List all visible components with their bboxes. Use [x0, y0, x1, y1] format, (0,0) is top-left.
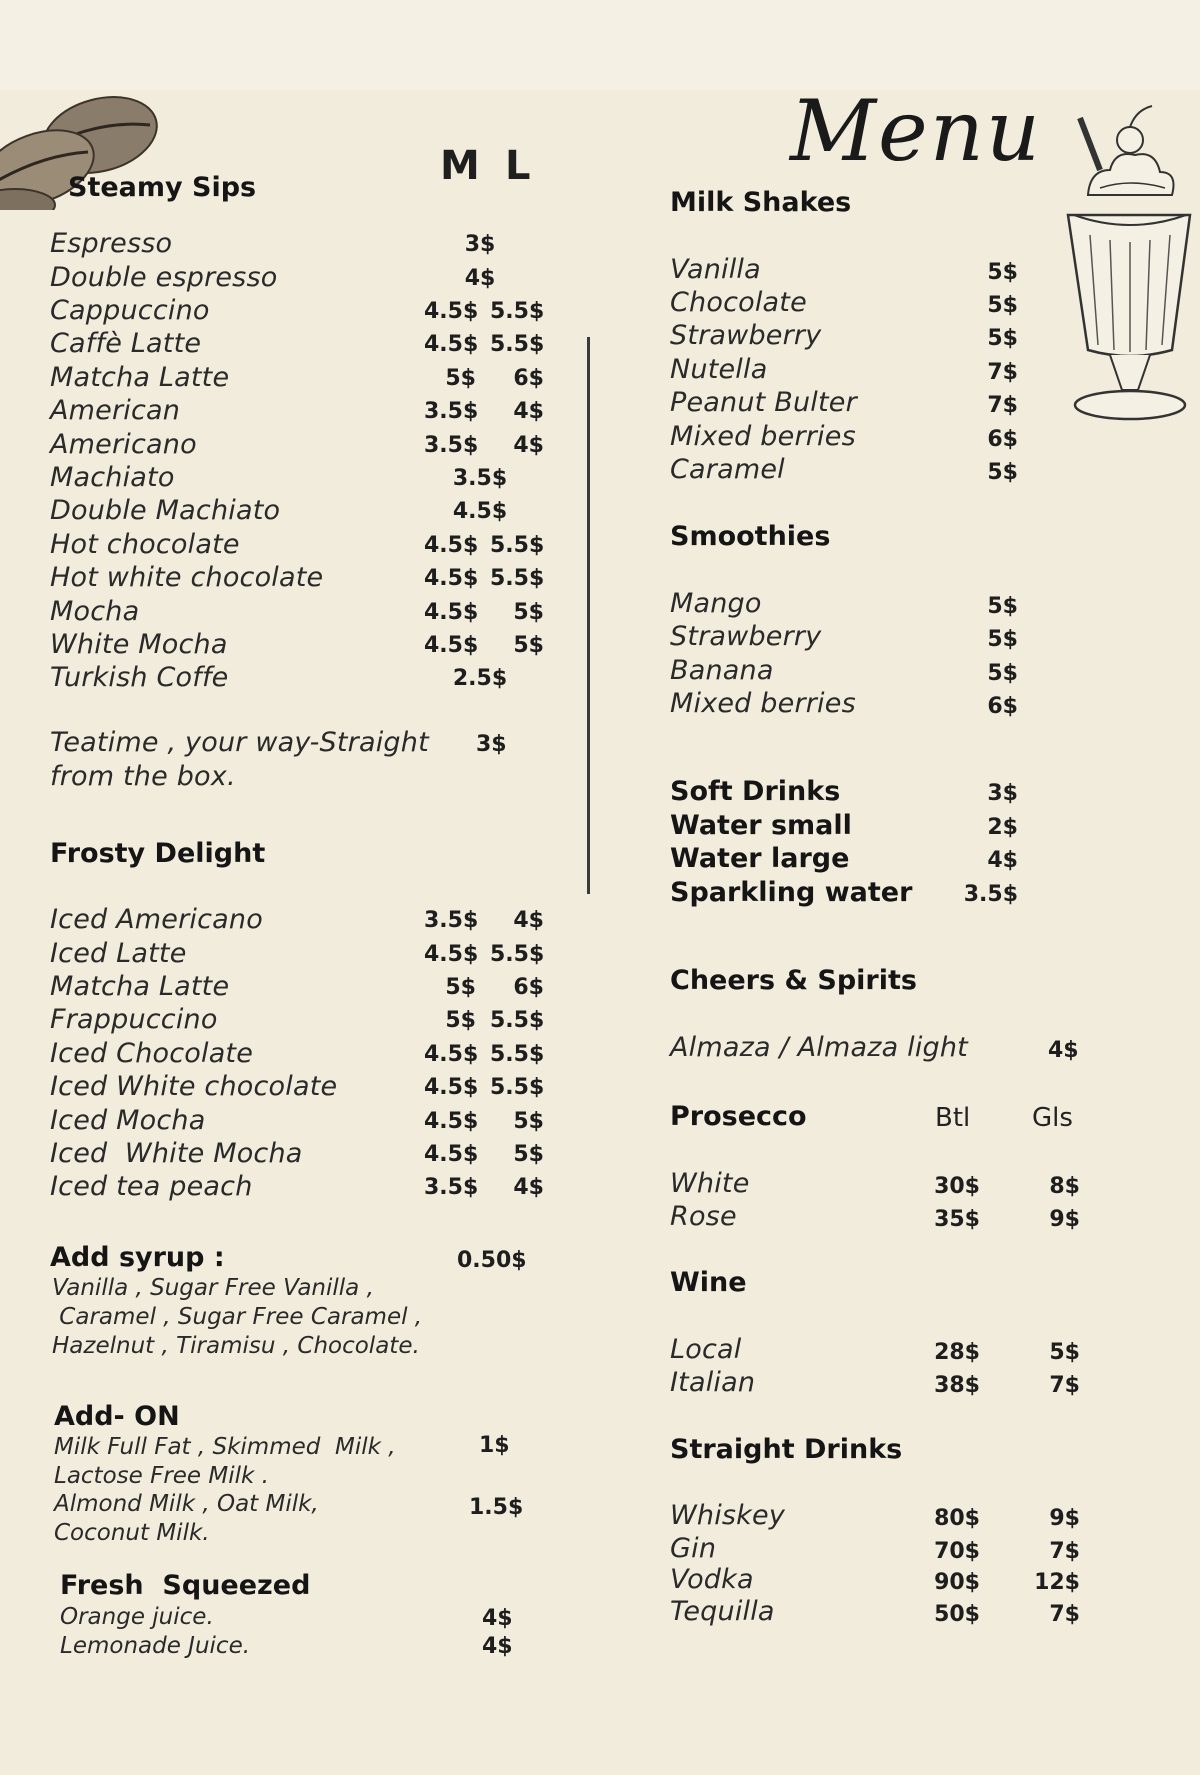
straight-item-name: Whiskey	[670, 1500, 786, 1531]
wine-item-name: Italian	[670, 1367, 756, 1398]
addon-line-2: Lactose Free Milk .	[54, 1463, 269, 1489]
fresh-price-orange: 4$	[482, 1606, 513, 1631]
straight-price-btl: 70$	[934, 1539, 980, 1564]
frosty-price-m: 4.5$	[424, 1142, 479, 1167]
frosty-price-m: 3.5$	[424, 1175, 479, 1200]
frosty-price-l: 5$	[513, 1142, 544, 1167]
straight-price-gls: 9$	[1049, 1506, 1080, 1531]
steamy-item-name: Cappuccino	[50, 295, 210, 326]
steamy-item-name: Matcha Latte	[50, 362, 230, 393]
frosty-item-name: Iced tea peach	[50, 1171, 253, 1202]
column-divider	[587, 337, 590, 894]
steamy-price-l: 4$	[513, 399, 544, 424]
almaza-price: 4$	[1048, 1038, 1079, 1063]
milkshake-price: 5$	[987, 260, 1018, 285]
milkshake-item-name: Vanilla	[670, 254, 761, 285]
steamy-price-l: 5.5$	[490, 332, 545, 357]
section-heading-cheers-spirits: Cheers & Spirits	[670, 965, 917, 996]
frosty-price-m: 3.5$	[424, 908, 479, 933]
wine-price-gls: 5$	[1049, 1340, 1080, 1365]
frosty-price-l: 4$	[513, 1175, 544, 1200]
cold-drink-price: 2$	[987, 815, 1018, 840]
steamy-price-l: 5$	[513, 600, 544, 625]
fresh-item-lemonade: Lemonade Juice.	[60, 1633, 251, 1659]
addon-line-4: Coconut Milk.	[54, 1520, 210, 1546]
wine-price-btl: 38$	[934, 1373, 980, 1398]
frosty-price-m: 5$	[445, 1008, 476, 1033]
straight-price-gls: 7$	[1049, 1539, 1080, 1564]
milkshake-illustration	[1060, 100, 1200, 430]
almaza-item: Almaza / Almaza light	[670, 1032, 968, 1063]
straight-item-name: Gin	[670, 1533, 717, 1564]
smoothie-price: 5$	[987, 661, 1018, 686]
milkshake-item-name: Chocolate	[670, 287, 807, 318]
steamy-item-name: Double Machiato	[50, 495, 281, 526]
section-heading-straight-drinks: Straight Drinks	[670, 1434, 903, 1465]
prosecco-price-gls: 8$	[1049, 1174, 1080, 1199]
steamy-item-name: Hot white chocolate	[50, 562, 324, 593]
frosty-item-name: Iced White Mocha	[50, 1138, 303, 1169]
frosty-price-m: 4.5$	[424, 1075, 479, 1100]
milkshake-price: 7$	[987, 393, 1018, 418]
steamy-price-m: 4.5$	[424, 533, 479, 558]
steamy-item-name: American	[50, 395, 181, 426]
frosty-price-m: 5$	[445, 975, 476, 1000]
straight-price-btl: 50$	[934, 1602, 980, 1627]
steamy-price-l: 5.5$	[490, 299, 545, 324]
frosty-item-name: Iced Chocolate	[50, 1038, 254, 1069]
cold-drink-price: 3$	[987, 781, 1018, 806]
menu-title: Menu	[790, 82, 1042, 180]
wine-price-gls: 7$	[1049, 1373, 1080, 1398]
straight-item-name: Tequilla	[670, 1596, 775, 1627]
size-header-l: L	[505, 143, 531, 189]
steamy-price-m: 3.5$	[424, 399, 479, 424]
frosty-item-name: Iced Americano	[50, 904, 263, 935]
steamy-price-l: 4$	[513, 433, 544, 458]
straight-item-name: Vodka	[670, 1564, 754, 1595]
steamy-price-m: 4.5$	[424, 600, 479, 625]
frosty-item-name: Matcha Latte	[50, 971, 230, 1002]
frosty-item-name: Iced Mocha	[50, 1105, 206, 1136]
steamy-item-name: Hot chocolate	[50, 529, 240, 560]
prosecco-price-btl: 35$	[934, 1207, 980, 1232]
milkshake-price: 5$	[987, 293, 1018, 318]
smoothie-item-name: Strawberry	[670, 621, 822, 652]
syrup-options-line-3: Hazelnut , Tiramisu , Chocolate.	[52, 1333, 420, 1359]
milkshake-price: 5$	[987, 460, 1018, 485]
steamy-price: 3$	[464, 232, 496, 257]
straight-price-btl: 90$	[934, 1570, 980, 1595]
steamy-item-name: Mocha	[50, 596, 140, 627]
section-heading-fresh-squeezed: Fresh Squeezed	[60, 1570, 311, 1601]
frosty-price-l: 5.5$	[490, 942, 545, 967]
milkshake-item-name: Nutella	[670, 354, 768, 385]
section-heading-prosecco: Prosecco	[670, 1101, 807, 1132]
straight-price-gls: 12$	[1034, 1570, 1080, 1595]
prosecco-price-gls: 9$	[1049, 1207, 1080, 1232]
steamy-price: 4$	[464, 266, 496, 291]
smoothie-price: 6$	[987, 694, 1018, 719]
steamy-item-name: Double espresso	[50, 262, 278, 293]
steamy-price: 3.5$	[452, 466, 508, 491]
frosty-price-l: 6$	[513, 975, 544, 1000]
steamy-price: 2.5$	[452, 666, 508, 691]
straight-price-gls: 7$	[1049, 1602, 1080, 1627]
addon-line-3: Almond Milk , Oat Milk,	[54, 1491, 319, 1517]
smoothie-price: 5$	[987, 594, 1018, 619]
section-heading-wine: Wine	[670, 1267, 747, 1298]
steamy-price-m: 5$	[445, 366, 476, 391]
frosty-price-l: 5.5$	[490, 1008, 545, 1033]
frosty-item-name: Iced Latte	[50, 938, 187, 969]
btl-header: Btl	[935, 1103, 971, 1133]
smoothie-item-name: Mixed berries	[670, 688, 856, 719]
steamy-price-l: 6$	[513, 366, 544, 391]
wine-price-btl: 28$	[934, 1340, 980, 1365]
smoothie-item-name: Mango	[670, 588, 762, 619]
milkshake-price: 7$	[987, 360, 1018, 385]
steamy-item-name: Turkish Coffe	[50, 662, 229, 693]
cold-drink-name: Sparkling water	[670, 877, 913, 908]
frosty-price-m: 4.5$	[424, 1109, 479, 1134]
frosty-price-l: 5.5$	[490, 1075, 545, 1100]
section-heading-add-on: Add- ON	[54, 1401, 180, 1432]
section-heading-milk-shakes: Milk Shakes	[670, 187, 852, 218]
cold-drink-price: 4$	[987, 848, 1018, 873]
frosty-price-l: 5.5$	[490, 1042, 545, 1067]
teatime-line-2: from the box.	[50, 761, 236, 792]
steamy-price-m: 4.5$	[424, 332, 479, 357]
addon-price-2: 1.5$	[469, 1495, 524, 1520]
cold-drink-price: 3.5$	[963, 882, 1018, 907]
smoothie-price: 5$	[987, 627, 1018, 652]
milkshake-item-name: Mixed berries	[670, 421, 856, 452]
steamy-price-l: 5$	[513, 633, 544, 658]
steamy-item-name: White Mocha	[50, 629, 228, 660]
syrup-options-line-1: Vanilla , Sugar Free Vanilla ,	[52, 1275, 374, 1301]
steamy-item-name: Espresso	[50, 228, 173, 259]
syrup-options-line-2: Caramel , Sugar Free Caramel ,	[52, 1304, 423, 1330]
teatime-line-1: Teatime , your way-Straight	[50, 727, 429, 758]
size-header-m: M	[440, 143, 480, 189]
steamy-price-m: 4.5$	[424, 299, 479, 324]
fresh-item-orange: Orange juice.	[60, 1604, 214, 1630]
frosty-item-name: Iced White chocolate	[50, 1071, 338, 1102]
milkshake-item-name: Caramel	[670, 454, 785, 485]
steamy-price-l: 5.5$	[490, 566, 545, 591]
straight-price-btl: 80$	[934, 1506, 980, 1531]
syrup-price: 0.50$	[457, 1248, 527, 1273]
prosecco-price-btl: 30$	[934, 1174, 980, 1199]
steamy-price-m: 4.5$	[424, 633, 479, 658]
section-heading-steamy-sips: Steamy Sips	[68, 172, 257, 203]
fresh-price-lemonade: 4$	[482, 1634, 513, 1659]
steamy-item-name: Machiato	[50, 462, 175, 493]
frosty-price-l: 5$	[513, 1109, 544, 1134]
prosecco-item-name: Rose	[670, 1201, 737, 1232]
frosty-price-l: 4$	[513, 908, 544, 933]
top-band	[0, 0, 1200, 90]
steamy-price-m: 3.5$	[424, 433, 479, 458]
gls-header: Gls	[1032, 1103, 1073, 1133]
addon-price-1: 1$	[479, 1433, 510, 1458]
steamy-price-l: 5.5$	[490, 533, 545, 558]
frosty-item-name: Frappuccino	[50, 1004, 218, 1035]
steamy-price-m: 4.5$	[424, 566, 479, 591]
cold-drink-name: Soft Drinks	[670, 776, 841, 807]
cold-drink-name: Water large	[670, 843, 850, 874]
section-heading-smoothies: Smoothies	[670, 521, 831, 552]
smoothie-item-name: Banana	[670, 655, 774, 686]
addon-line-1: Milk Full Fat , Skimmed Milk ,	[54, 1434, 396, 1460]
milkshake-item-name: Peanut Bulter	[670, 387, 857, 418]
milkshake-item-name: Strawberry	[670, 320, 822, 351]
section-heading-frosty-delight: Frosty Delight	[50, 838, 266, 869]
prosecco-item-name: White	[670, 1168, 750, 1199]
frosty-price-m: 4.5$	[424, 1042, 479, 1067]
frosty-price-m: 4.5$	[424, 942, 479, 967]
wine-item-name: Local	[670, 1334, 742, 1365]
steamy-item-name: Caffè Latte	[50, 328, 202, 359]
milkshake-price: 5$	[987, 326, 1018, 351]
section-heading-add-syrup: Add syrup :	[50, 1242, 225, 1273]
milkshake-price: 6$	[987, 427, 1018, 452]
cold-drink-name: Water small	[670, 810, 852, 841]
steamy-item-name: Americano	[50, 429, 197, 460]
teatime-price: 3$	[476, 732, 507, 757]
steamy-price: 4.5$	[452, 499, 508, 524]
